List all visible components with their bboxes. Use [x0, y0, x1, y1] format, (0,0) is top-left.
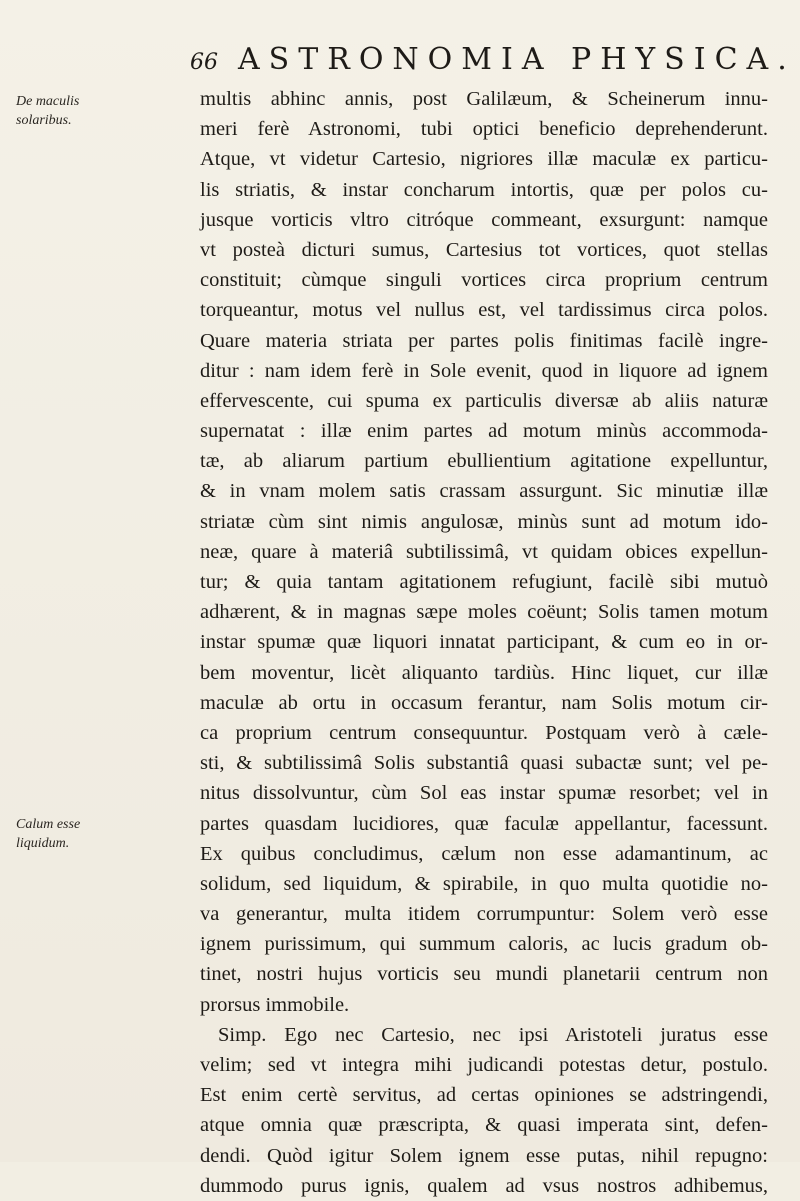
text-line: atque omnia quæ præscripta, & quasi imperata sint, defen-: [200, 1114, 768, 1137]
text-line: velim; sed vt integra mihi judicandi potestas detur, postulo.: [200, 1054, 768, 1076]
text-line: adhærent, & in magnas sæpe moles coëunt; Solis tamen motum: [200, 601, 768, 624]
page-number: 66: [190, 50, 218, 75]
text-line: constituit; cùmque singuli vortices circa proprium centrum: [200, 269, 768, 292]
text-line: dummodo purus ignis, qualem ad vsus nostros adhibemus,: [200, 1174, 768, 1197]
margin-note-solar-spots: [16, 92, 96, 130]
text-line: ca proprium centrum consequuntur. Postquam verò à cæle-: [200, 721, 768, 744]
text-line: prorsus immobile.: [200, 993, 350, 1016]
text-line: va generantur, multa itidem corrumpuntur: Solem verò esse: [200, 903, 768, 926]
text-line: tur; & quia tantam agitationem refugiunt, facilè sibi mutuò: [200, 571, 768, 593]
text-line: sti, & subtilissimâ Solis substantiâ quasi subactæ sunt; vel pe-: [200, 752, 768, 775]
text-line: torqueantur, motus vel nullus est, vel tardissimus circa polos.: [200, 299, 768, 322]
text-line: jusque vorticis vltro citróque commeant, exsurgunt: namque: [200, 208, 768, 231]
text-line: bem moventur, licèt aliquanto tardiùs. Hinc liquet, cur illæ: [200, 661, 768, 684]
text-line: vt posteà dicturi sumus, Cartesius tot vortices, quot stellas: [200, 238, 768, 261]
text-line: Quare materia striata per partes polis finitimas facilè ingre-: [200, 329, 768, 352]
text-line: striatæ cùm sint nimis angulosæ, minùs sunt ad motum ido-: [200, 510, 768, 533]
margin-note-line: De maculis: [16, 94, 80, 109]
running-title: ASTRONOMIA PHYSICA.: [238, 42, 796, 77]
text-line: lis striatis, & instar concharum intortis, quæ per polos cu-: [200, 178, 768, 201]
text-line: meri ferè Astronomi, tubi optici beneficio deprehenderunt.: [200, 118, 768, 141]
text-line: Ex quibus concludimus, cælum non esse adamantinum, ac: [200, 842, 768, 865]
text-line: neæ, quare à materiâ subtilissimâ, vt quidam obices expellun-: [200, 540, 768, 563]
text-line: tæ, ab aliarum partium ebullientium agitatione expelluntur,: [200, 450, 768, 473]
text-line: Simp. Ego nec Cartesio, nec ipsi Aristoteli juratus esse: [218, 1023, 768, 1046]
text-line: maculæ ab ortu in occasum ferantur, nam Solis motum cir-: [200, 691, 768, 714]
text-line: multis abhinc annis, post Galilæum, & Scheinerum innu-: [200, 88, 768, 110]
text-line: solidum, sed liquidum, & spirabile, in quo multa quotidie no-: [200, 872, 768, 895]
text-line: tinet, nostri hujus vorticis seu mundi planetarii centrum non: [200, 963, 768, 986]
body-text: [200, 84, 768, 1201]
text-line: ignem purissimum, qui summum caloris, ac lucis gradum ob-: [200, 933, 768, 956]
text-line: dendi. Quòd igitur Solem ignem esse putas, nihil repugno:: [200, 1144, 768, 1167]
text-line: supernatat : illæ enim partes ad motum minùs accommoda-: [200, 420, 768, 443]
text-line: partes quasdam lucidiores, quæ faculæ appellantur, facessunt.: [200, 812, 768, 835]
margin-note-line: Calum esse: [16, 817, 81, 832]
margin-note-line: liquidum.: [16, 836, 70, 851]
text-line: Atque, vt videtur Cartesio, nigriores illæ maculæ ex particu-: [200, 148, 768, 171]
text-line: & in vnam molem satis crassam assurgunt. Sic minutiæ illæ: [200, 480, 768, 503]
text-line: ditur : nam idem ferè in Sole evenit, quod in liquore ad ignem: [200, 359, 768, 382]
text-line: Est enim certè servitus, ad certas opiniones se adstringendi,: [200, 1084, 768, 1107]
text-line: nitus dissolvuntur, cùm Sol eas instar spumæ resorbet; vel in: [200, 782, 768, 805]
text-line: instar spumæ quæ liquori innatat participant, & cum eo in or-: [200, 631, 768, 654]
text-line: effervescente, cui spuma ex particulis diversæ ab aliis naturæ: [200, 389, 768, 412]
running-head: [170, 40, 796, 80]
margin-note-line: solaribus.: [16, 113, 72, 128]
margin-note-liquid-heaven: [16, 815, 96, 853]
